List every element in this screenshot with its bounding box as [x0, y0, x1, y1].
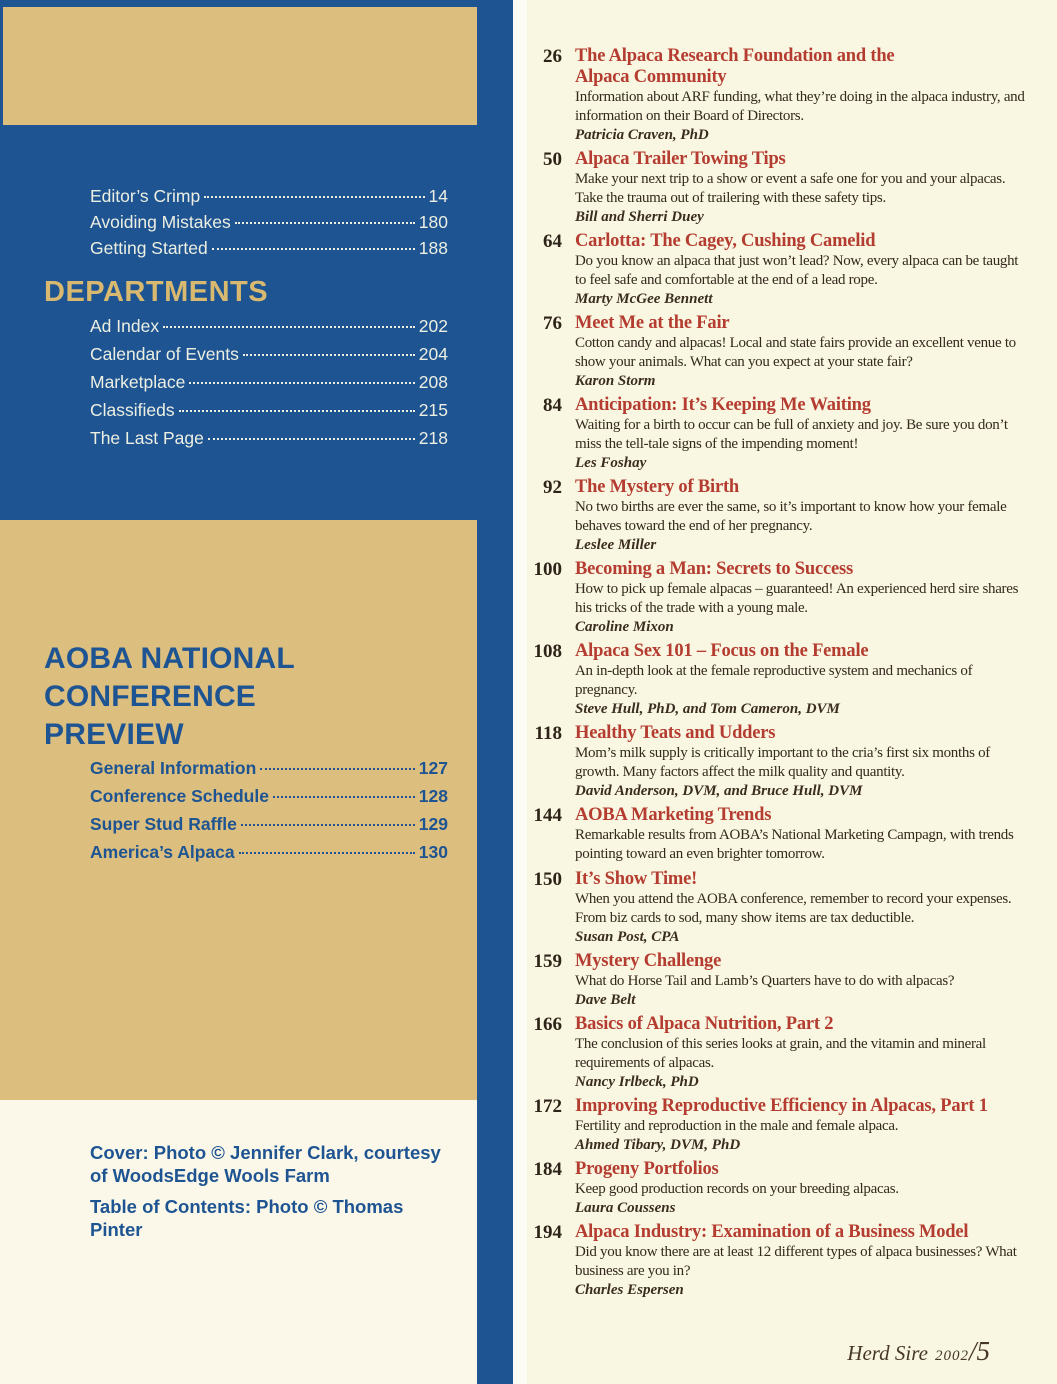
- feature-author: Bill and Sherri Duey: [575, 209, 704, 225]
- feature-entry: [522, 1096, 1037, 1154]
- feature-description: Mom’s milk supply is critically important to the cria’s first six months of growth. Many factors affect the milk quality and quantity.: [575, 745, 990, 780]
- dotted-leader: [241, 824, 415, 826]
- dotted-leader: [273, 796, 415, 798]
- toc-item-page-number: 129: [418, 814, 448, 834]
- photo-credits: [90, 1142, 442, 1250]
- dotted-leader: [243, 354, 415, 356]
- feature-author: David Anderson, DVM, and Bruce Hull, DVM: [575, 783, 863, 799]
- feature-author: Dave Belt: [575, 992, 636, 1008]
- feature-author: Caroline Mixon: [575, 619, 674, 635]
- toc-item-page-number: 218: [418, 428, 448, 448]
- conference-list: [90, 758, 448, 870]
- toc-item-label: The Last Page: [90, 428, 204, 448]
- toc-item-page-number: 180: [418, 212, 448, 232]
- feature-entry: [522, 1159, 1037, 1217]
- toc-list-item: [90, 212, 448, 238]
- feature-entry: [522, 869, 1037, 946]
- feature-title: The Mystery of Birth: [575, 477, 740, 497]
- feature-description: What do Horse Tail and Lamb’s Quarters have to do with alpacas?: [575, 973, 955, 989]
- feature-title: The Alpaca Research Foundation and the Alpaca Community: [575, 46, 895, 87]
- feature-entry: [522, 149, 1037, 226]
- feature-page-number: 118: [534, 723, 562, 744]
- toc-item-label: Super Stud Raffle: [90, 814, 237, 834]
- dotted-leader: [235, 222, 415, 224]
- feature-page-number: 159: [533, 951, 562, 972]
- feature-page-number: 26: [543, 46, 562, 67]
- feature-page-number: 150: [533, 869, 562, 890]
- feature-title: Progeny Portfolios: [575, 1159, 719, 1179]
- toc-list-item: [90, 238, 448, 264]
- feature-entry: [522, 395, 1037, 472]
- feature-title: Basics of Alpaca Nutrition, Part 2: [575, 1014, 834, 1034]
- toc-list-item: [90, 316, 448, 344]
- feature-entry: [522, 231, 1037, 308]
- feature-body: [575, 395, 1027, 472]
- feature-entry: [522, 313, 1037, 390]
- feature-description: Waiting for a birth to occur can be full of anxiety and joy. Be sure you don’t miss the tell-tale signs of the impending moment!: [575, 417, 1008, 452]
- feature-author: Nancy Irlbeck, PhD: [575, 1074, 699, 1090]
- feature-author: Marty McGee Bennett: [575, 291, 713, 307]
- feature-entry: [522, 805, 1037, 864]
- magazine-year: 2002: [934, 1348, 969, 1364]
- toc-list-item: [90, 400, 448, 428]
- toc-item-label: General Information: [90, 758, 257, 778]
- toc-list-item: [90, 842, 448, 870]
- feature-description: Information about ARF funding, what they’re doing in the alpaca industry, and information on their Board of Directors.: [575, 89, 1025, 124]
- feature-entry: [522, 477, 1037, 554]
- feature-page-number: 84: [543, 395, 562, 416]
- feature-title: Alpaca Industry: Examination of a Business Model: [575, 1222, 969, 1242]
- feature-title: Mystery Challenge: [575, 951, 722, 971]
- feature-description: Did you know there are at least 12 different types of alpaca businesses? What business are you in?: [575, 1244, 1017, 1279]
- toc-item-label: Editor’s Crimp: [90, 186, 201, 206]
- feature-entry: [522, 951, 1037, 1009]
- toc-item-page-number: 14: [428, 186, 448, 206]
- feature-page-number: 194: [533, 1222, 562, 1243]
- conference-preview-heading: AOBA NATIONAL CONFERENCE PREVIEW: [44, 642, 295, 751]
- dotted-leader: [212, 248, 415, 250]
- feature-title: Alpaca Sex 101 – Focus on the Female: [575, 641, 869, 661]
- feature-body: [575, 1159, 1027, 1217]
- feature-body: [575, 1222, 1027, 1299]
- feature-body: [575, 149, 1027, 226]
- feature-page-number: 172: [533, 1096, 562, 1117]
- feature-author: Laura Coussens: [575, 1200, 676, 1216]
- feature-body: [575, 723, 1027, 800]
- feature-title: It’s Show Time!: [575, 869, 698, 889]
- feature-entry: [522, 1222, 1037, 1299]
- feature-description: Cotton candy and alpacas! Local and state fairs provide an excellent venue to show your animals. What can you expect at your state fair?: [575, 335, 1016, 370]
- dotted-leader: [208, 438, 415, 440]
- feature-entry: [522, 641, 1037, 718]
- feature-title: Anticipation: It’s Keeping Me Waiting: [575, 395, 871, 415]
- feature-author: Karon Storm: [575, 373, 656, 389]
- feature-title: Healthy Teats and Udders: [575, 723, 776, 743]
- page-footer: [847, 1336, 990, 1367]
- toc-item-page-number: 188: [418, 238, 448, 258]
- feature-author: Susan Post, CPA: [575, 929, 680, 945]
- feature-body: [575, 1014, 1027, 1091]
- toc-item-label: Avoiding Mistakes: [90, 212, 231, 232]
- feature-description: How to pick up female alpacas – guaranteed! An experienced herd sire shares his tricks of the trade with a young male.: [575, 581, 1019, 616]
- feature-page-number: 108: [533, 641, 562, 662]
- feature-title: Improving Reproductive Efficiency in Alpacas, Part 1: [575, 1096, 988, 1116]
- feature-description: Keep good production records on your breeding alpacas.: [575, 1181, 899, 1197]
- feature-body: [575, 231, 1027, 308]
- toc-item-page-number: 130: [418, 842, 448, 862]
- feature-body: [575, 1096, 1027, 1154]
- toc-item-label: America’s Alpaca: [90, 842, 235, 862]
- feature-body: [575, 477, 1027, 554]
- toc-item-page-number: 128: [418, 786, 448, 806]
- dotted-leader: [179, 410, 415, 412]
- dotted-leader: [163, 326, 415, 328]
- feature-entry: [522, 723, 1037, 800]
- feature-page-number: 92: [543, 477, 562, 498]
- feature-body: [575, 869, 1027, 946]
- feature-description: Make your next trip to a show or event a safe one for you and your alpacas. Take the trauma out of trailering with these safety tips.: [575, 171, 1006, 206]
- feature-description: No two births are ever the same, so it’s important to know how your female behaves toward the end of her pregnancy.: [575, 499, 1007, 534]
- toc-list-item: [90, 786, 448, 814]
- dotted-leader: [239, 852, 415, 854]
- feature-entry: [522, 559, 1037, 636]
- feature-title: Alpaca Trailer Towing Tips: [575, 149, 786, 169]
- feature-page-number: 50: [543, 149, 562, 170]
- cover-credit: Cover: Photo © Jennifer Clark, courtesy of WoodsEdge Wools Farm: [90, 1142, 441, 1186]
- feature-page-number: 64: [543, 231, 562, 252]
- dotted-leader: [260, 768, 415, 770]
- toc-item-label: Classifieds: [90, 400, 175, 420]
- feature-body: [575, 951, 1027, 1009]
- magazine-name: Herd Sire: [847, 1341, 928, 1365]
- toc-item-label: Calendar of Events: [90, 344, 239, 364]
- toc-item-label: Marketplace: [90, 372, 186, 392]
- feature-title: Carlotta: The Cagey, Cushing Camelid: [575, 231, 876, 251]
- departments-heading: DEPARTMENTS: [44, 276, 269, 308]
- feature-description: When you attend the AOBA conference, remember to record your expenses. From biz cards to sod, many show items are tax deductible.: [575, 891, 1012, 926]
- feature-body: [575, 641, 1027, 718]
- dotted-leader: [204, 196, 424, 198]
- toc-list-item: [90, 372, 448, 400]
- feature-author: Leslee Miller: [575, 537, 657, 553]
- toc-list-item: [90, 758, 448, 786]
- feature-author: Patricia Craven, PhD: [575, 127, 709, 143]
- feature-author: Les Foshay: [575, 455, 647, 471]
- feature-page-number: 184: [533, 1159, 562, 1180]
- feature-entry: [522, 1014, 1037, 1091]
- feature-title: Becoming a Man: Secrets to Success: [575, 559, 854, 579]
- toc-list-item: [90, 186, 448, 212]
- editor-section-list: [90, 186, 448, 264]
- toc-item-page-number: 127: [418, 758, 448, 778]
- feature-page-number: 76: [543, 313, 562, 334]
- toc-item-page-number: 208: [418, 372, 448, 392]
- feature-page-number: 144: [533, 805, 562, 826]
- feature-description: Fertility and reproduction in the male and female alpaca.: [575, 1118, 899, 1134]
- feature-description: Remarkable results from AOBA’s National Marketing Campagn, with trends pointing toward an even brighter tomorrow.: [575, 827, 1014, 862]
- folio-page-number: /5: [968, 1336, 990, 1366]
- toc-list-item: [90, 428, 448, 456]
- toc-item-page-number: 215: [418, 400, 448, 420]
- feature-description: The conclusion of this series looks at grain, and the vitamin and mineral requirements of alpacas.: [575, 1036, 986, 1071]
- feature-body: [575, 559, 1027, 636]
- feature-body: [575, 805, 1027, 864]
- toc-credit: Table of Contents: Photo © Thomas Pinter: [90, 1196, 404, 1240]
- departments-list: [90, 316, 448, 456]
- toc-item-label: Conference Schedule: [90, 786, 269, 806]
- toc-item-label: Getting Started: [90, 238, 208, 258]
- feature-title: Meet Me at the Fair: [575, 313, 730, 333]
- feature-body: [575, 313, 1027, 390]
- feature-entry: [522, 46, 1037, 144]
- toc-item-page-number: 204: [418, 344, 448, 364]
- feature-article-list: [522, 46, 1037, 1304]
- left-navy-panel: [0, 0, 513, 1384]
- tan-box-top: [3, 7, 477, 125]
- feature-author: Charles Espersen: [575, 1282, 684, 1298]
- feature-page-number: 100: [533, 559, 562, 580]
- feature-description: An in-depth look at the female reproductive system and mechanics of pregnancy.: [575, 663, 973, 698]
- feature-author: Steve Hull, PhD, and Tom Cameron, DVM: [575, 701, 840, 717]
- dotted-leader: [189, 382, 414, 384]
- feature-description: Do you know an alpaca that just won’t lead? Now, every alpaca can be taught to feel safe and comfortable at the end of a lead rope.: [575, 253, 1019, 288]
- toc-list-item: [90, 344, 448, 372]
- feature-title: AOBA Marketing Trends: [575, 805, 772, 825]
- feature-author: Ahmed Tibary, DVM, PhD: [575, 1137, 741, 1153]
- toc-item-page-number: 202: [418, 316, 448, 336]
- feature-page-number: 166: [533, 1014, 562, 1035]
- feature-body: [575, 46, 1027, 144]
- toc-list-item: [90, 814, 448, 842]
- toc-item-label: Ad Index: [90, 316, 160, 336]
